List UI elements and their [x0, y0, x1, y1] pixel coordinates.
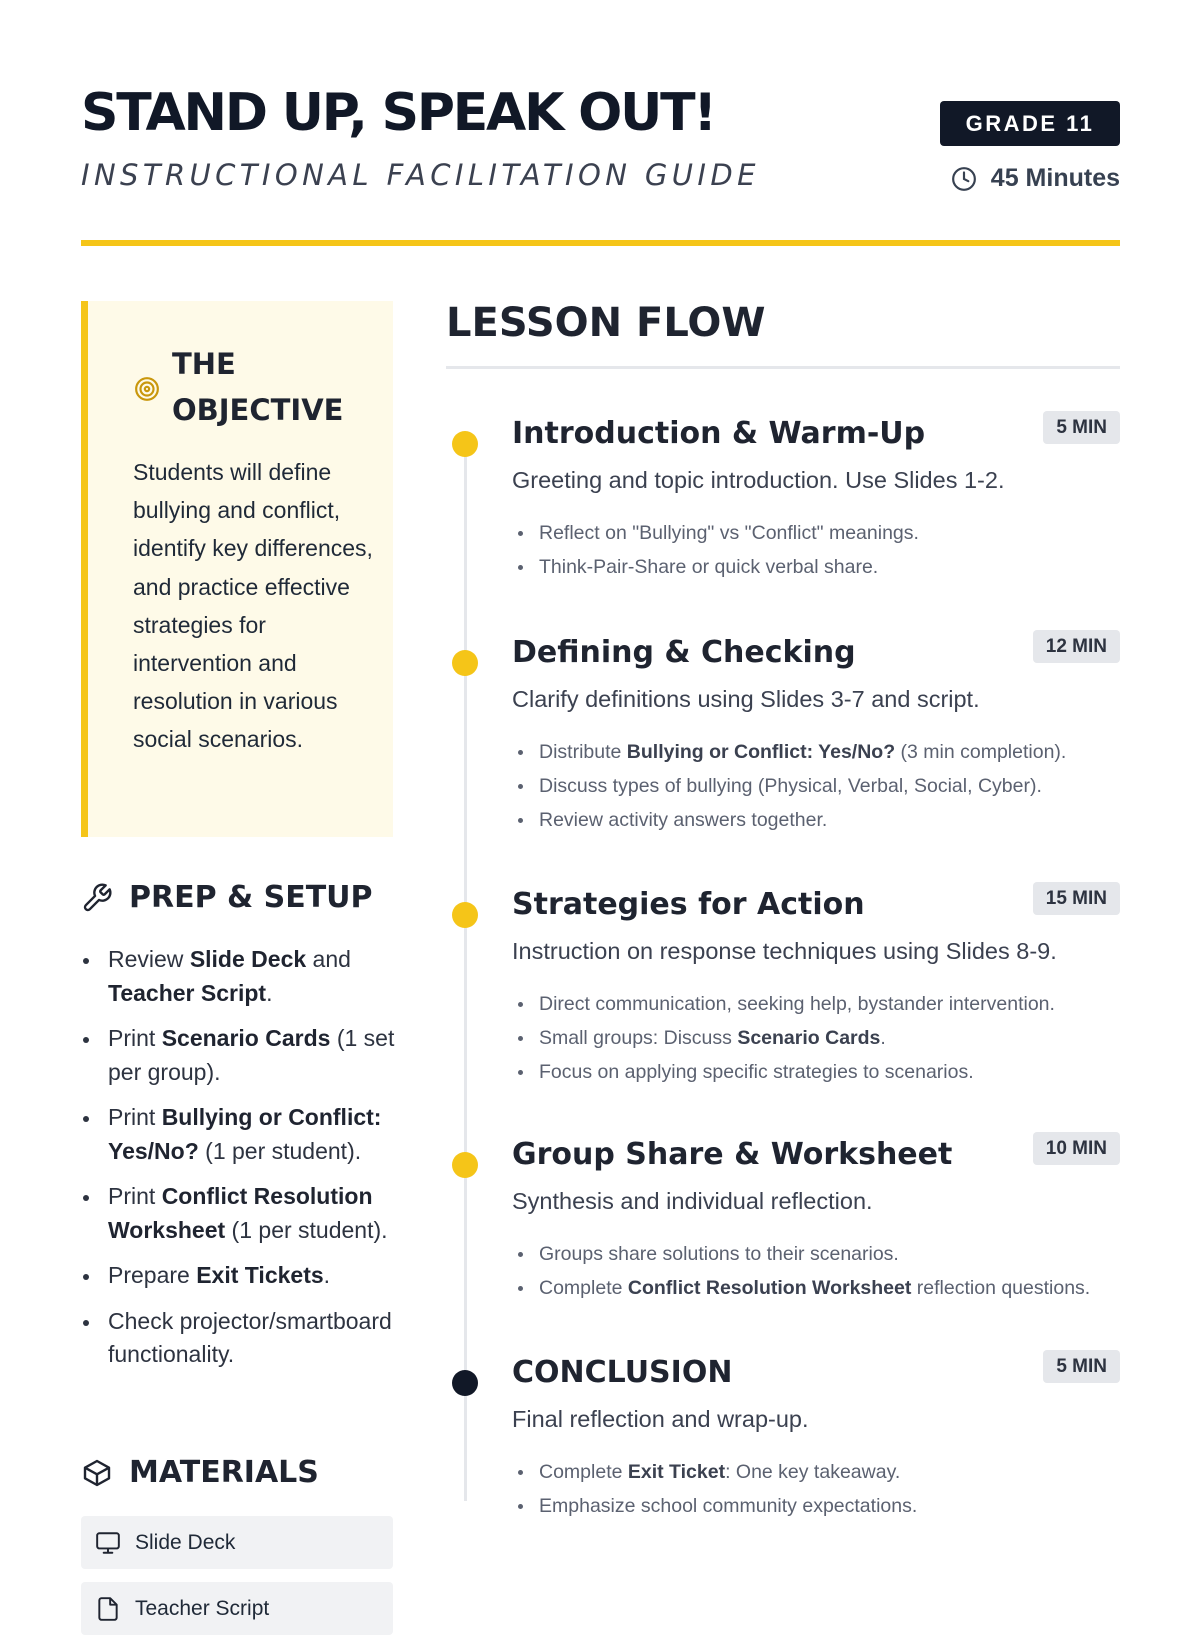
objective-box: [81, 301, 393, 837]
step-title: Introduction & Warm-Up: [512, 416, 926, 451]
step-title: Group Share & Worksheet: [512, 1137, 953, 1172]
list-item: Print Bullying or Conflict: Yes/No? (1 per student).: [81, 1101, 401, 1168]
lesson-flow-divider: [446, 366, 1120, 369]
material-label: Slide Deck: [135, 1530, 236, 1554]
step-bullets: [512, 516, 1112, 584]
step-title: CONCLUSION: [512, 1355, 733, 1390]
timeline-dot: [452, 1370, 478, 1396]
objective-title: [172, 341, 392, 433]
list-item: Direct communication, seeking help, bystander intervention.: [512, 987, 1112, 1021]
clock-icon: [951, 166, 977, 192]
step-title: Defining & Checking: [512, 635, 856, 670]
box-icon: [81, 1457, 113, 1489]
list-item: Complete Conflict Resolution Worksheet reflection questions.: [512, 1271, 1112, 1305]
list-item: Focus on applying specific strategies to scenarios.: [512, 1055, 1112, 1089]
timeline-dot: [452, 431, 478, 457]
materials-heading: [81, 1455, 319, 1490]
time-badge: 12 MIN: [1033, 630, 1120, 663]
timeline-dot: [452, 650, 478, 676]
step-description: Synthesis and individual reflection.: [512, 1188, 873, 1214]
material-teacher-script[interactable]: [81, 1582, 393, 1635]
step-description: Final reflection and wrap-up.: [512, 1406, 809, 1432]
prep-list: [81, 943, 401, 1384]
step-description: Greeting and topic introduction. Use Slides 1-2.: [512, 467, 1005, 493]
list-item: Print Conflict Resolution Worksheet (1 per student).: [81, 1180, 401, 1247]
wrench-icon: [81, 882, 113, 914]
list-item: Review Slide Deck and Teacher Script.: [81, 943, 401, 1010]
list-item: Review activity answers together.: [512, 803, 1112, 837]
lesson-flow-title: LESSON FLOW: [446, 300, 766, 346]
materials-title: MATERIALS: [129, 1455, 319, 1490]
list-item: Emphasize school community expectations.: [512, 1489, 1112, 1523]
time-badge: 5 MIN: [1043, 1350, 1120, 1383]
time-badge: 5 MIN: [1043, 411, 1120, 444]
timeline-dot: [452, 1152, 478, 1178]
duration: [951, 164, 1120, 193]
step-description: Clarify definitions using Slides 3-7 and script.: [512, 686, 980, 712]
monitor-icon: [95, 1530, 121, 1556]
step-title: Strategies for Action: [512, 887, 865, 922]
step-bullets: [512, 1237, 1112, 1305]
timeline-line: [464, 436, 467, 1501]
list-item: Discuss types of bullying (Physical, Verbal, Social, Cyber).: [512, 769, 1112, 803]
time-badge: 15 MIN: [1033, 882, 1120, 915]
duration-text: 45 Minutes: [990, 164, 1120, 192]
timeline-dot: [452, 902, 478, 928]
material-label: Teacher Script: [135, 1596, 270, 1620]
list-item: Check projector/smartboard functionality.: [81, 1305, 401, 1372]
material-slide-deck[interactable]: [81, 1516, 393, 1569]
list-item: Complete Exit Ticket: One key takeaway.: [512, 1455, 1112, 1489]
grade-badge: GRADE 11: [940, 101, 1120, 146]
prep-title: PREP & SETUP: [129, 880, 373, 915]
page-title: STAND UP, SPEAK OUT!: [81, 83, 715, 143]
time-badge: 10 MIN: [1033, 1132, 1120, 1165]
step-bullets: [512, 735, 1112, 837]
header-divider: [81, 240, 1120, 246]
page-header: [81, 80, 1120, 192]
list-item: Groups share solutions to their scenarios.: [512, 1237, 1112, 1271]
prep-heading: [81, 880, 373, 915]
list-item: Print Scenario Cards (1 set per group).: [81, 1022, 401, 1089]
list-item: Reflect on "Bullying" vs "Conflict" meanings.: [512, 516, 1112, 550]
objective-title-line1: THE: [172, 347, 236, 381]
list-item: Distribute Bullying or Conflict: Yes/No? (3 min completion).: [512, 735, 1112, 769]
objective-text: Students will define bullying and conflict, identify key differences, and practice effective strategies for intervention and resolution in various social scenarios.: [133, 459, 373, 753]
list-item: Think-Pair-Share or quick verbal share.: [512, 550, 1112, 584]
objective-title-line2: OBJECTIVE: [172, 393, 344, 427]
step-bullets: [512, 1455, 1112, 1523]
target-icon: [134, 376, 160, 402]
step-description: Instruction on response techniques using Slides 8-9.: [512, 938, 1057, 964]
list-item: Prepare Exit Tickets.: [81, 1259, 401, 1293]
file-icon: [95, 1596, 121, 1622]
step-bullets: [512, 987, 1112, 1089]
page-subtitle: INSTRUCTIONAL FACILITATION GUIDE: [81, 158, 760, 192]
list-item: Small groups: Discuss Scenario Cards.: [512, 1021, 1112, 1055]
